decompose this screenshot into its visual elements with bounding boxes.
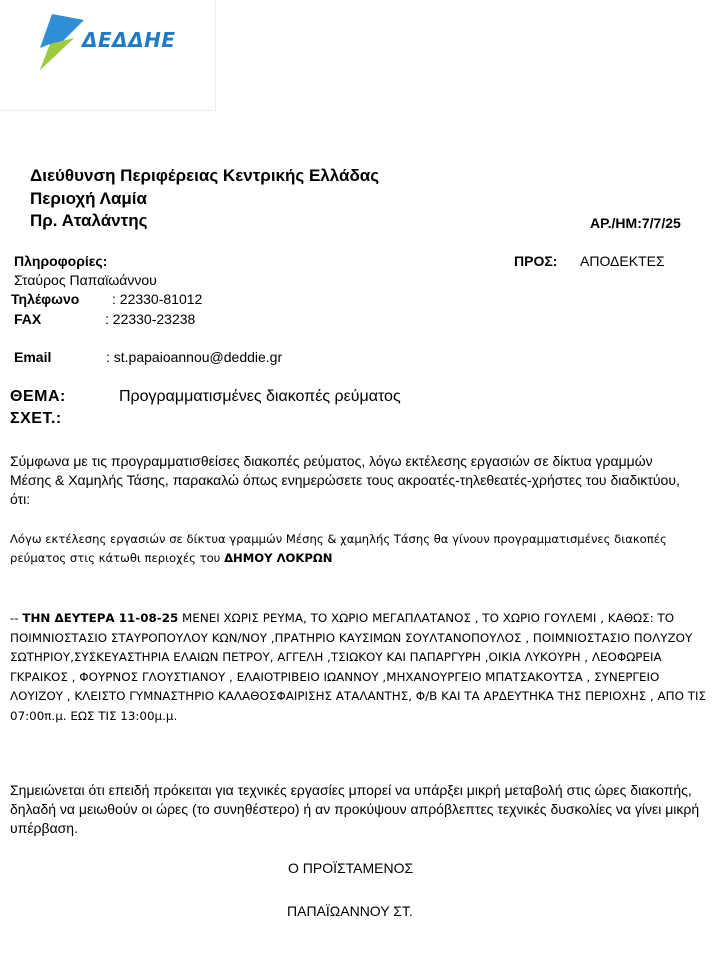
phone-value: : 22330-81012 [112,291,203,307]
contact-name: Σταύρος Παπαϊωάννου [14,272,157,288]
signature-title: Ο ΠΡΟΪΣΤΑΜΕΝΟΣ [288,860,414,876]
email-label: Email [14,349,52,365]
schedule-prefix: -- [10,611,23,625]
municipality-name: ΔΗΜΟΥ ΛΟΚΡΩΝ [224,551,333,565]
works-text: Λόγω εκτέλεσης εργασιών σε δίκτυα γραμμών Μέσης & χαμηλής Τάσης θα γίνουν προγραμματισμένες διακοπές ρεύματος στις κάτωθι περιοχές του [10,532,667,565]
email-value: : st.papaioannou@deddie.gr [106,349,283,365]
logo-wordmark: ΔΕΔΔΗΕ [82,28,176,52]
subject-label: ΘΕΜΑ: [10,388,66,405]
protocol-number: ΑΡ./ΗΜ:7/7/25 [590,215,681,231]
lightning-bolt-icon [36,14,86,70]
header-directorate: Διεύθυνση Περιφέρειας Κεντρικής Ελλάδας [30,166,380,185]
logo-area [0,0,216,111]
body-paragraph-note: Σημειώνεται ότι επειδή πρόκειται για τεχνικές εργασίες μπορεί να υπάρξει μικρή μεταβολή στις ώρες διακοπής, δηλαδή να μειωθούν οι ώρες (το συνηθέστερο) ή αν προκύψουν απρόβλεπτες τεχνικές δυσκολίες να γίνει μικρή υπέρβαση. [10,782,700,836]
signature-name: ΠΑΠΑΪΩΑΝΝΟΥ ΣΤ. [287,903,413,919]
fax-value: : 22330-23238 [105,311,196,327]
header-region: Περιοχή Λαμία [30,189,147,208]
body-paragraph-works [10,530,690,568]
recipient-value: ΑΠΟΔΕΚΤΕΣ [580,253,665,269]
body-paragraph-intro: Σύμφωνα με τις προγραμματισθείσες διακοπές ρεύματος, λόγω εκτέλεσης εργασιών σε δίκτυα γραμμών Μέσης & Χαμηλής Τάσης, παρακαλώ όπως ενημερώσετε τους ακροατές-τηλεθεατές-χρήστες του διαδικτύου, ότι: [10,453,680,507]
body-paragraph-schedule [10,609,710,727]
phone-label: Τηλέφωνο [11,291,80,307]
schedule-details: ΜΕΝΕΙ ΧΩΡΙΣ ΡΕΥΜΑ, ΤΟ ΧΩΡΙΟ ΜΕΓΑΠΛΑΤΑΝΟΣ , ΤΟ ΧΩΡΙΟ ΓΟΥΛΕΜΙ , ΚΑΘΩΣ: ΤΟ ΠΟΙΜΝΙΟΣΤΑΣΙΟ ΣΤΑΥΡΟΠΟΥΛΟΥ ΚΩΝ/ΝΟΥ ,ΠΡΑΤΗΡΙΟ ΚΑΥΣΙΜΩΝ ΣΟΥΛΤΑΝΟΠΟΥΛΟΣ , ΠΟΙΜΝΙΟΣΤΑΣΙΟ ΠΟΛΥΖΟΥ ΣΩΤΗΡΙΟΥ,ΣΥΣΚΕΥΑΣΤΗΡΙΑ ΕΛΑΙΩΝ ΠΕΤΡΟΥ, ΑΓΓΕΛΗ ,ΤΣΙΩΚΟΥ ΚΑΙ ΠΑΠΑΡΓΥΡΗ ,ΟΙΚΙΑ ΛΥΚΟΥΡΗ , ΛΕΟΦΩΡΕΙΑ ΓΚΡΑΙΚΟΣ , ΦΟΥΡΝΟΣ ΓΛΟΥΣΤΙΑΝΟΥ , ΕΛΑΙΟΤΡΙΒΕΙΟ ΙΩΑΝΝΟΥ ,ΜΗΧΑΝΟΥΡΓΕΙΟ ΜΠΑΤΣΑΚΟΥΤΣΑ , ΣΥΝΕΡΓΕΙΟ ΛΟΥΙΖΟΥ , ΚΛΕΙΣΤΟ ΓΥΜΝΑΣΤΗΡΙΟ ΚΑΛΑΘΟΣΦΑΙΡΙΣΗΣ ΑΤΑΛΑΝΤΗΣ, Φ/Β ΚΑΙ ΤΑ ΑΡΔΕΥΤΗΚΑ ΤΗΣ ΠΕΡΙΟΧΗΣ , ΑΠΟ ΤΙΣ 07:00π.μ. ΕΩΣ ΤΙΣ 13:00μ.μ. [10,611,707,723]
reference-label: ΣΧΕΤ.: [10,410,62,427]
header-office: Πρ. Αταλάντης [30,211,148,230]
schedule-date: ΤΗΝ ΔΕΥΤΕΡΑ 11-08-25 [22,611,179,625]
subject-value: Προγραμματισμένες διακοπές ρεύματος [119,388,401,405]
recipient-label: ΠΡΟΣ: [514,253,558,269]
fax-label: FAX [14,311,42,327]
info-label: Πληροφορίες: [14,253,108,269]
